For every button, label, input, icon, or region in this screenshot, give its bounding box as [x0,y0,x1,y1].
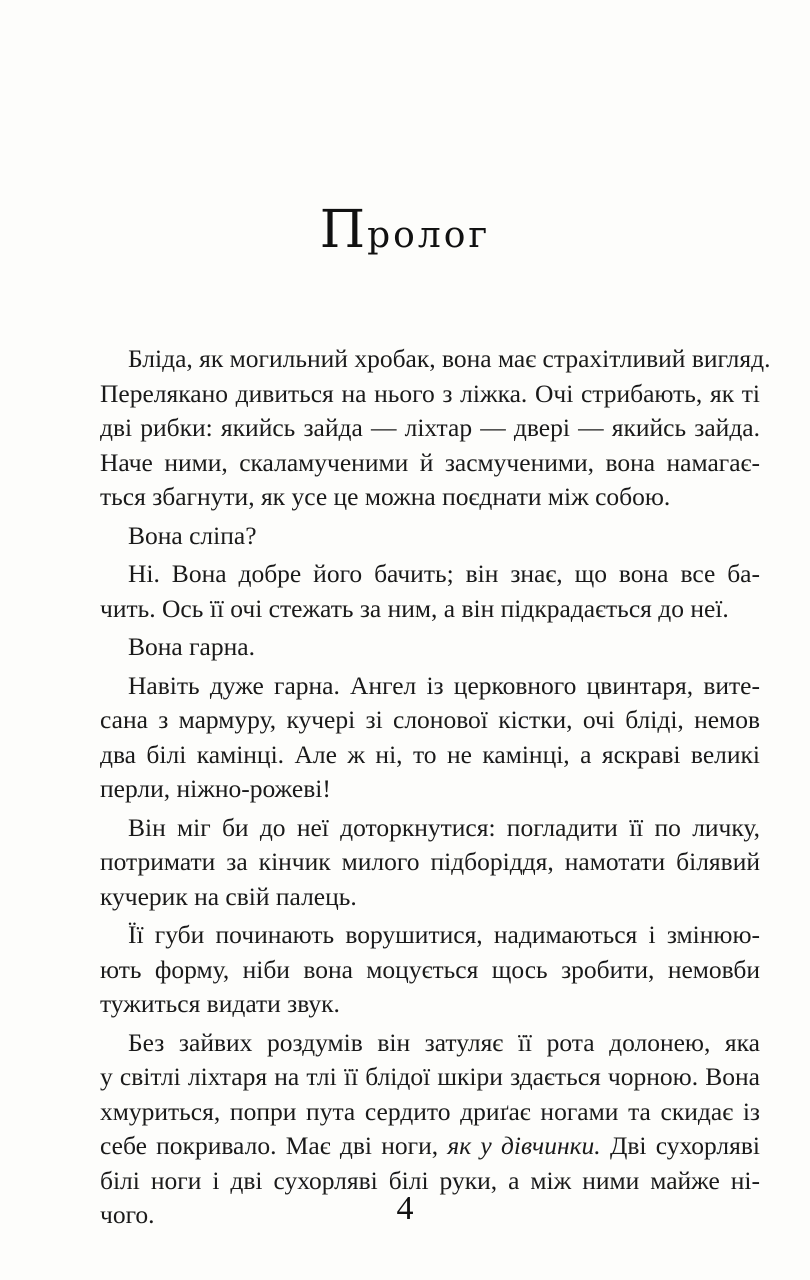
text-line: дві рибки: якийсь зайда — ліхтар — двері — якийсь зайда. [100,413,760,442]
text-line: кучерик на свій палець. [100,881,357,911]
text-line: тужиться видати звук. [100,989,340,1018]
text-line: перли, ніжно-рожеві! [100,774,331,803]
body-text [100,342,771,1233]
text-line: Перелякано дивиться на нього з ліжка. Очі стрибають, як ті [100,378,760,408]
text-line: хмуриться, попри пута сердито дриґає ногами та скидає із [100,1096,760,1126]
chapter-title-initial: П [319,200,368,260]
text-line-with-italic [100,1129,760,1164]
text-line: білі ноги і дві сухорляві білі руки, а між ними майже ні- [100,1165,760,1195]
text-line: сана з мармуру, кучері зі слонової кістки, очі бліді, немов [100,705,760,734]
text-line: у світлі ліхтаря на тлі її блідої шкіри здається чорною. Вона [100,1062,760,1091]
italic-text-segment: як у дівчинки. [447,1131,601,1160]
text-line: два білі камінці. Але ж ні, то не камінці, а яскраві великі [100,739,760,769]
text-line: Він міг би до неї доторкнутися: погладити її по личку, [128,812,760,842]
text-line: чить. Ось її очі стежать за ним, а він підкрадається до неї. [100,593,729,623]
text-segment: Дві сухорляві [600,1131,760,1160]
text-segment: себе покривало. Має дві ноги, [100,1131,448,1160]
page-number: 4 [396,1190,414,1227]
chapter-title [0,200,810,260]
text-line: Наче ними, скаламученими й засмученими, вона намагає- [100,447,760,477]
text-line: Ні. Вона добре його бачить; він знає, що вона все ба- [128,559,760,588]
text-line: ться збагнути, як усе це можна поєднати між собою. [100,482,671,511]
text-line: Без зайвих роздумів він затуляє її рота долонею, яка [128,1027,760,1057]
text-line: чого. [100,1200,155,1229]
text-line: потримати за кінчик милого підборіддя, намотати білявий [100,847,760,876]
text-line: Бліда, як могильний хробак, вона має страхітливий вигляд. [128,344,771,373]
chapter-title-rest: ролог [367,215,491,256]
text-line: Вона гарна. [128,632,255,661]
text-line: Її губи починають ворушитися, надимаються і змінюю- [128,920,760,949]
text-line: Вона сліпа? [128,520,257,550]
text-line: Навіть дуже гарна. Ангел із церковного цвинтаря, вите- [128,670,760,700]
text-line: ють форму, ніби вона моцується щось зробити, немовби [100,954,760,984]
